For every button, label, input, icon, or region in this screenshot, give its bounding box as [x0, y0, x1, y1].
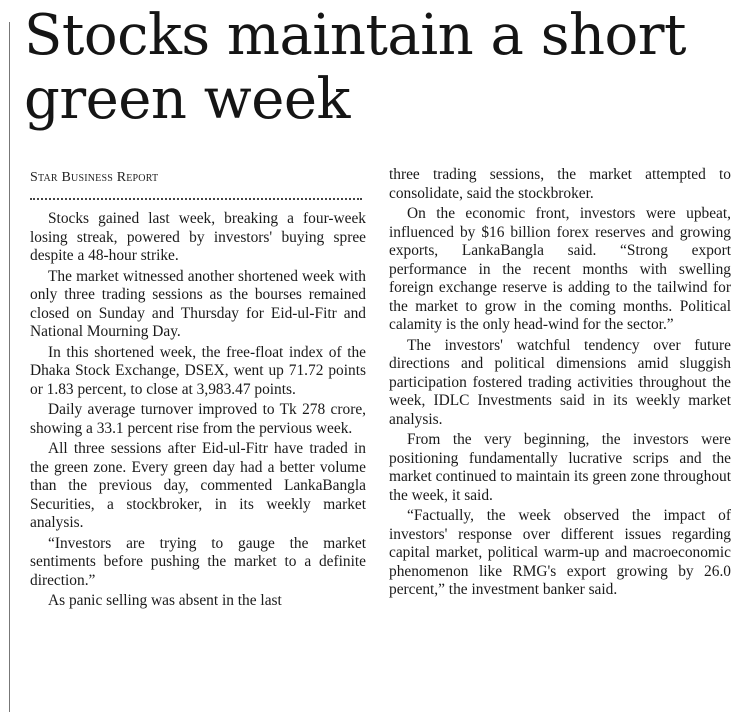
article-column-left [30, 210, 366, 613]
byline-dotted-divider [30, 198, 362, 200]
paragraph: In this shortened week, the free-float index of the Dhaka Stock Exchange, DSEX, went up 71.72 points or 1.83 percent, to close at 3,983.47 points. [30, 343, 366, 398]
byline: Star Business Report [30, 170, 159, 185]
paragraph: All three sessions after Eid-ul-Fitr have traded in the green zone. Every green day had a better volume than the previous day, commented LankaBangla Securities, a stockbroker, in its weekly market analysis. [30, 440, 366, 531]
paragraph: The market witnessed another shortened week with only three trading sessions as the bourses remained closed on Sunday and Thursday for Eid-ul-Fitr and National Mourning Day. [30, 267, 366, 340]
paragraph: The investors' watchful tendency over future directions and political dimensions amid sluggish participation fostered trading activities throughout the week, IDLC Investments said in its weekly market analysis. [389, 336, 731, 428]
paragraph: As panic selling was absent in the last [48, 592, 282, 609]
headline: Stocks maintain a short green week [24, 3, 687, 132]
paragraph: Stocks gained last week, breaking a four-week losing streak, powered by investors' buying spree despite a 48-hour strike. [30, 210, 366, 264]
paragraph: On the economic front, investors were upbeat, influenced by $16 billion forex reserves and growing exports, LankaBangla said. “Strong export performance in the recent months with swelling foreign exchange reserve is adding to the tailwind for the market to grow in the coming months. Political calamity is the only head-wind for the sector.” [389, 205, 731, 333]
paragraph: From the very beginning, the investors were positioning fundamentally lucrative scrips and the market continued to maintain its green zone throughout the week, it said. [389, 431, 731, 504]
paragraph: Daily average turnover improved to Tk 278 crore, showing a 33.1 percent rise from the pervious week. [30, 401, 366, 437]
column-rule [9, 22, 10, 712]
paragraph: “Investors are trying to gauge the market sentiments before pushing the market to a definite direction.” [30, 534, 366, 589]
article-column-right [389, 166, 731, 602]
paragraph-continuation: three trading sessions, the market attempted to consolidate, said the stockbroker. [389, 166, 731, 202]
paragraph: “Factually, the week observed the impact of investors' response over different issues regarding capital market, political warm-up and macroeconomic phenomenon like RMG's export growing by 26.0 percent,” the investment banker said. [389, 507, 731, 598]
